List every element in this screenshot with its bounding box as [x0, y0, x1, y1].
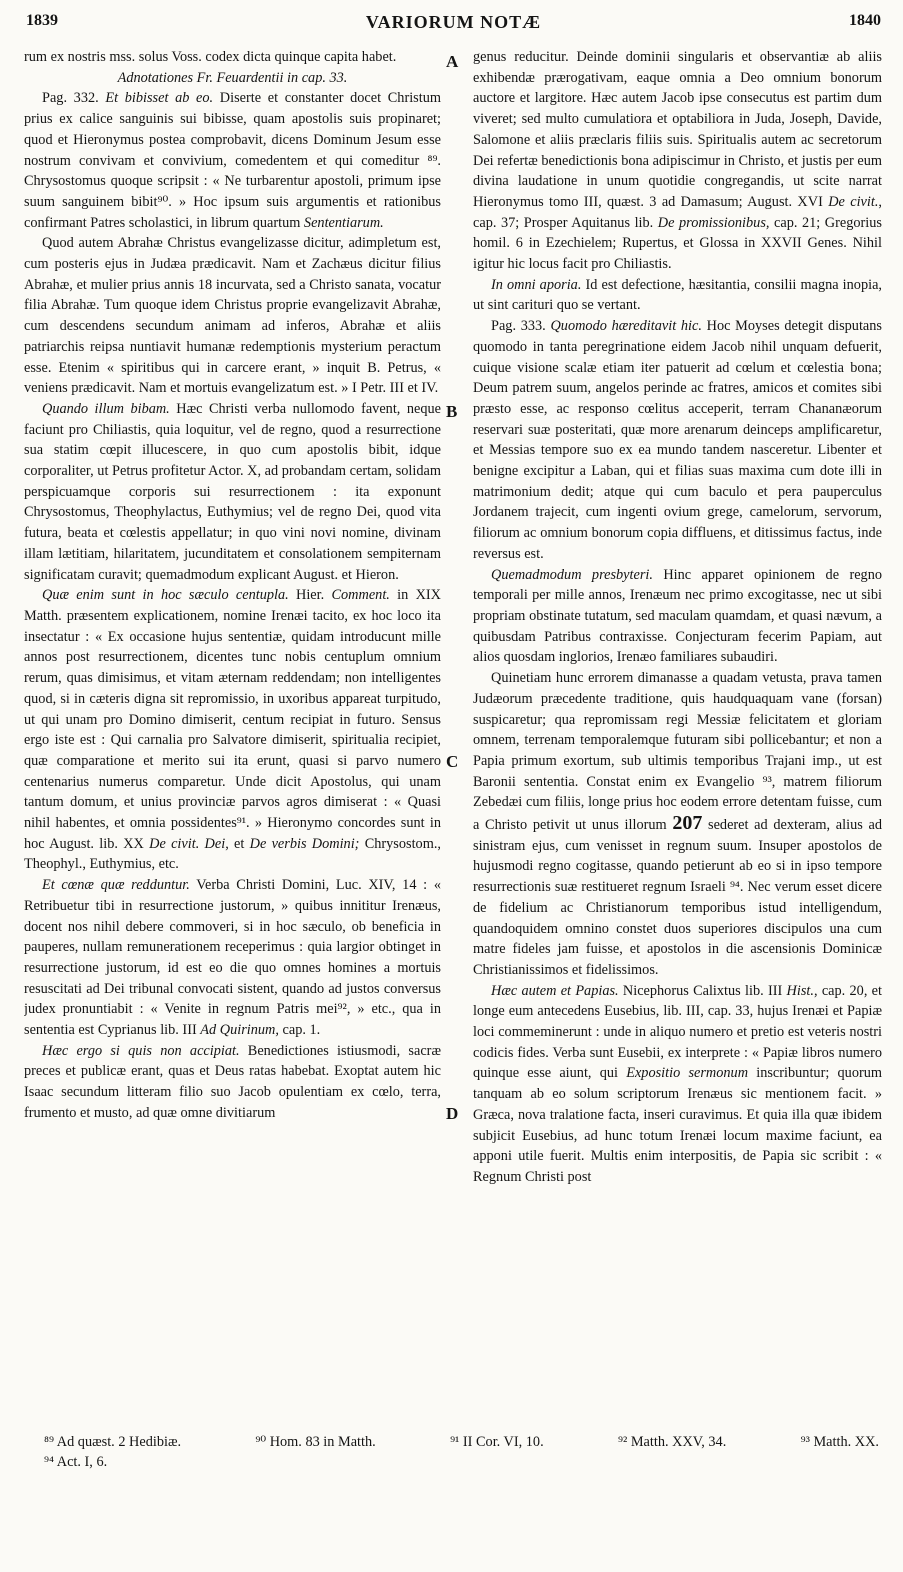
paragraph: Pag. 332. Et bibisset ab eo. Diserte et constanter docet Christum prius ex calice sanguinis sui bibisse, quam apostolis suis propinaret; quod et Hieronymus postea comprobavit, dicens Dominum Jesum esse nostrum convivam et convivium, comedentem et qui comeditur ⁸⁹. Chrysostomus quoque scripsit : « Ne turbarentur apostoli, primum ipse suum sanguinem bibit⁹⁰. » Hoc ipsum suis argumentis et rationibus confirmant Patres scholastici, in librum quartum Sententiarum.: [24, 90, 441, 231]
page-number-right: 1840: [849, 12, 881, 29]
paragraph: Quod autem Abrahæ Christus evangelizasse dicitur, adimpletum est, cum posteris ejus in Judæa prædicavit. Nam et Zachæus dicitur filius Abrahæ, et mulier prius annis 18 incurvata, sed a Christo sanata, vocatur filia Abrahæ. Tum quoque idem Christus proprie evangelizavit Abrahæ, cum descendens secundum animam ad inferos, Abrahæ et aliis patriarchis reipsa nuntiavit humanæ redemptionis mysterium peractum esse. Etenim « spiritibus qui in carcere erant, » inquit B. Petrus, « veniens prædicavit. Nam et mortuis evangelizatum est. » I Petr. III et IV.: [24, 235, 441, 397]
footnote-89: ⁸⁹ Ad quæst. 2 Hedibiæ.: [44, 1434, 182, 1450]
paragraph: In omni aporia. Id est defectione, hæsitantia, consilii magna inopia, ut sint cariturі quo se vertant.: [473, 276, 882, 314]
footnote-93: ⁹³ Matth. XX.: [800, 1434, 879, 1450]
margin-marker-d: D: [446, 1104, 459, 1123]
inline-page-number: 207: [672, 812, 703, 835]
left-column: [24, 47, 441, 1425]
running-title: VARIORUM NOTÆ: [365, 12, 542, 32]
footnote-92: ⁹² Matth. XXV, 34.: [617, 1434, 727, 1450]
section-heading: Adnotationes Fr. Feuardentii in cap. 33.: [117, 69, 348, 86]
footnote-91: ⁹¹ II Cor. VI, 10.: [450, 1434, 544, 1450]
margin-marker-a: A: [446, 52, 459, 71]
margin-marker-c: C: [446, 752, 459, 771]
footnote-90: ⁹⁰ Hom. 83 in Matth.: [255, 1434, 376, 1450]
page-header: [26, 12, 881, 38]
paragraph: Pag. 333. Quomodo hæreditavit hic. Hoc Moyses detegit disputans quomodo in tanta peregrinatione eidem Jacob nihil unquam defuerit, cuique visione scalæ etiam iter patuerit ad cœlum et cœlestia bona; Deum patrem suum, angelos perinde ac fratres, amicos et comites sibi præsto esse, ac responso cœlitus acceperit, terram Chananæorum reservari suæ posteritati, quæ more arenarum deinceps amplificaretur, et Messias tempore suo ex ea mundo tandem nasceretur. Libenter et benigne excipitur a Laban, qui et filias suas maxima cum dote illi in matrimonium dedit; atque qui cum baculo et pera pauperculus Jordanem trajecit, cum ingenti ovium grege, camelorum, servorum, filiorum ac omnium bonorum copia diffluens, et ditissimus factus, inde reversus est.: [473, 318, 882, 562]
paragraph: Hæc ergo si quis non accipiat. Benedictiones istiusmodi, sacræ preces et publicæ erant, quas et Deus ratas habebat. Exoptat autem hic Isaac secundum litteram filio suo Jacob opulentiam ex cœlo, terra, frumento et musto, ad quæ omne divitiarum: [24, 1042, 441, 1121]
footnotes: [44, 1432, 879, 1472]
paragraph: Quando illum bibam. Hæc Christi verba nullomodo favent, neque faciunt pro Chiliastis, quia loquitur, vel de regno, quod a resurrectione sua statim cœpit illucescere, in quo cum apostolis bibit, idque corporaliter, ut Petrus profitetur Actor. X, ad probandam certam, solidam perspicuamque corporis sui resurrectionem : ita exponunt Chrysostomus, Theophylactus, Euthymius; vel de regno Dei, quod vita futura, beata et cœlestis appellatur; in quo vini novi nomine, divinam illam lætitiam, hilaritatem, jucunditatem et consolationem sempiternam significatam curavit; quemadmodum explicant August. et Hieron.: [24, 400, 441, 583]
paragraph: genus reducitur. Deinde dominii singularis et observantiæ ab aliis exhibendæ prærogativam, eaque omnia a Deo omnium bonorum auctore et largitore. Hæc autem Jacob ipse consecutus est partim dum viveret; sed multo cumulatiora et optabiliora in Juda, Joseph, Davide, Salomone et aliis præclaris filiis suis. Spiritualis autem ac secretorum Dei refertæ benedictionis bona adipiscimur in Christo, et justis per eum divina laudatione in unum quotidie congregandis, ut scite narrat Hieronymus tomo III, quæst. 3 ad Damasum; August. XVI De civit., cap. 37; Prosper Aquitanus lib. De promissionibus, cap. 21; Gregorius homil. 6 in Ezechielem; Rupertus, et Glossa in XXVII Genes. Nihil igitur hic locus facit pro Chiliastis.: [473, 49, 882, 273]
footnote-94: ⁹⁴ Act. I, 6.: [44, 1454, 108, 1470]
paragraph: Hæc autem et Papias. Nicephorus Calixtus lib. III Hist., cap. 20, et longe eum antecedens Eusebius, lib. III, cap. 33, hujus Irenæi et Papiæ loci commeminerunt : unde in aliquo numero et pretio est veteris nostri codicis fides. Verba sunt Eusebii, ex interprete : « Papiæ libros numero quinque esse aiunt, qui Expositio sermonum inscribuntur; quorum tanquam ab eo solum scriptorum Irenæus sic mentionem facit. » Græca, nova tralatione facta, inseri curavimus. Et quia illa quæ ibidem subjicit Eusebius, ad hunc totum Irenæi locum maxime faciunt, ea apponi utile fuerit. Multis enim interpositis, de Papia sic scribit : « Regnum Christi post: [473, 982, 882, 1185]
paragraph: Quæ enim sunt in hoc sæculo centupla. Hier. Comment. in XIX Matth. præsentem explicationem, nomine Irenæi tacito, ex hoc loco ita insectatur : « Ex occasione hujus sententiæ, quidam introducunt mille annos post resurrectionem, dicentes tunc nobis centuplum omnium rerum, quas dimisimus, et vitam æternam reddendam; non intelligentes quod, si in cæteris digna sit repromissio, in uxoribus appareat turpitudo, ut qui unam pro Domino dimiserit, centum recipiat in futuro. Sensus ergo iste est : Qui carnalia pro Salvatore dimiserit, spiritualia recipiet, quæ comparatione et merito sui ita erunt, quasi si parvo numero centenarius numerus comparetur. Unde dicit Apostolus, qui unam tantum domum, et unius provinciæ parvos agros dimiserat : « Quasi nihil habentes, et omnia possidentes⁹¹. » Hieronymo concordes sunt in hoc August. lib. XX De civit. Dei, et De verbis Domini; Chrysostom., Theophyl., Euthymius, etc.: [24, 587, 441, 873]
right-column: [473, 47, 882, 1425]
paragraph: rum ex nostris mss. solus Voss. codex dicta quinque capita habet.: [24, 49, 397, 65]
paragraph: Quemadmodum presbyteri. Hinc apparet opinionem de regno temporali per mille annos, Irenæum nec primo excogitasse, nec ut sibi propriam obstinate tutatum, sed maculam quamdam, et quasi nævum, a quibusdam Patribus contraxisse. Conjecturam fecerim Papiam, aut alios quosdam inglorios, Irenæo familiares subaudiri.: [473, 566, 882, 666]
paragraph: Quinetiam hunc errorem dimanasse a quadam vetusta, prava tamen Judæorum præcedente traditione, quis haudquaquam vane (forsan) suspicaretur; qua repromissam regi Messiæ felicitatem et gloriam omnem, terrenam temporalemque futuram sibi pollicebantur; et non a Papia primum exortum, sub ultimis temporibus Trajani imp., ut est Baronii sententia. Constat enim ex Evangelio ⁹³, matrem filiorum Zebedæi cum filiis, longe prius hoc eodem errore detentam fuisse, cum a Christo petivit ut unus illorum 207 sederet ad dexteram, alius ad sinistram ejus, cum venisset in regnum suum. Insuper apostolos de hujusmodi regno cogitasse, quando petierunt ab eo si in ipso tempore resurrectionis suæ restitueret regnum Israeli ⁹⁴. Nec verum esset dicere de fidelium ac Christianorum temporibus istud intelligendum, quandoquidem omnino constet duos superiores discipulos una cum matre fideles jam fuisse, et apostolos in die ascensionis Dominicæ Christianissimos et fidelissimos.: [473, 670, 882, 978]
margin-marker-b: B: [446, 402, 458, 421]
paragraph: Et cœnæ quæ redduntur. Verba Christi Domini, Luc. XIV, 14 : « Retribuetur tibi in resurrectione justorum, » quibus innititur Irenæus, docent nos nihil debere commoveri, si in hoc sæculo, ob beneficia in pauperes, nullam remunerationem receperimus : quia largior obtinget in resurrectione justorum, id est eo die quo omnes homines a mortuis resuscitati ad Dei tribunal convocati sistent, quando ad justos conversus judex pronuntiabit : « Venite in regnum Patris mei⁹², » etc., qua in sententia est Cyprianus lib. III Ad Quirinum, cap. 1.: [24, 877, 441, 1039]
page-number-left: 1839: [26, 12, 58, 29]
